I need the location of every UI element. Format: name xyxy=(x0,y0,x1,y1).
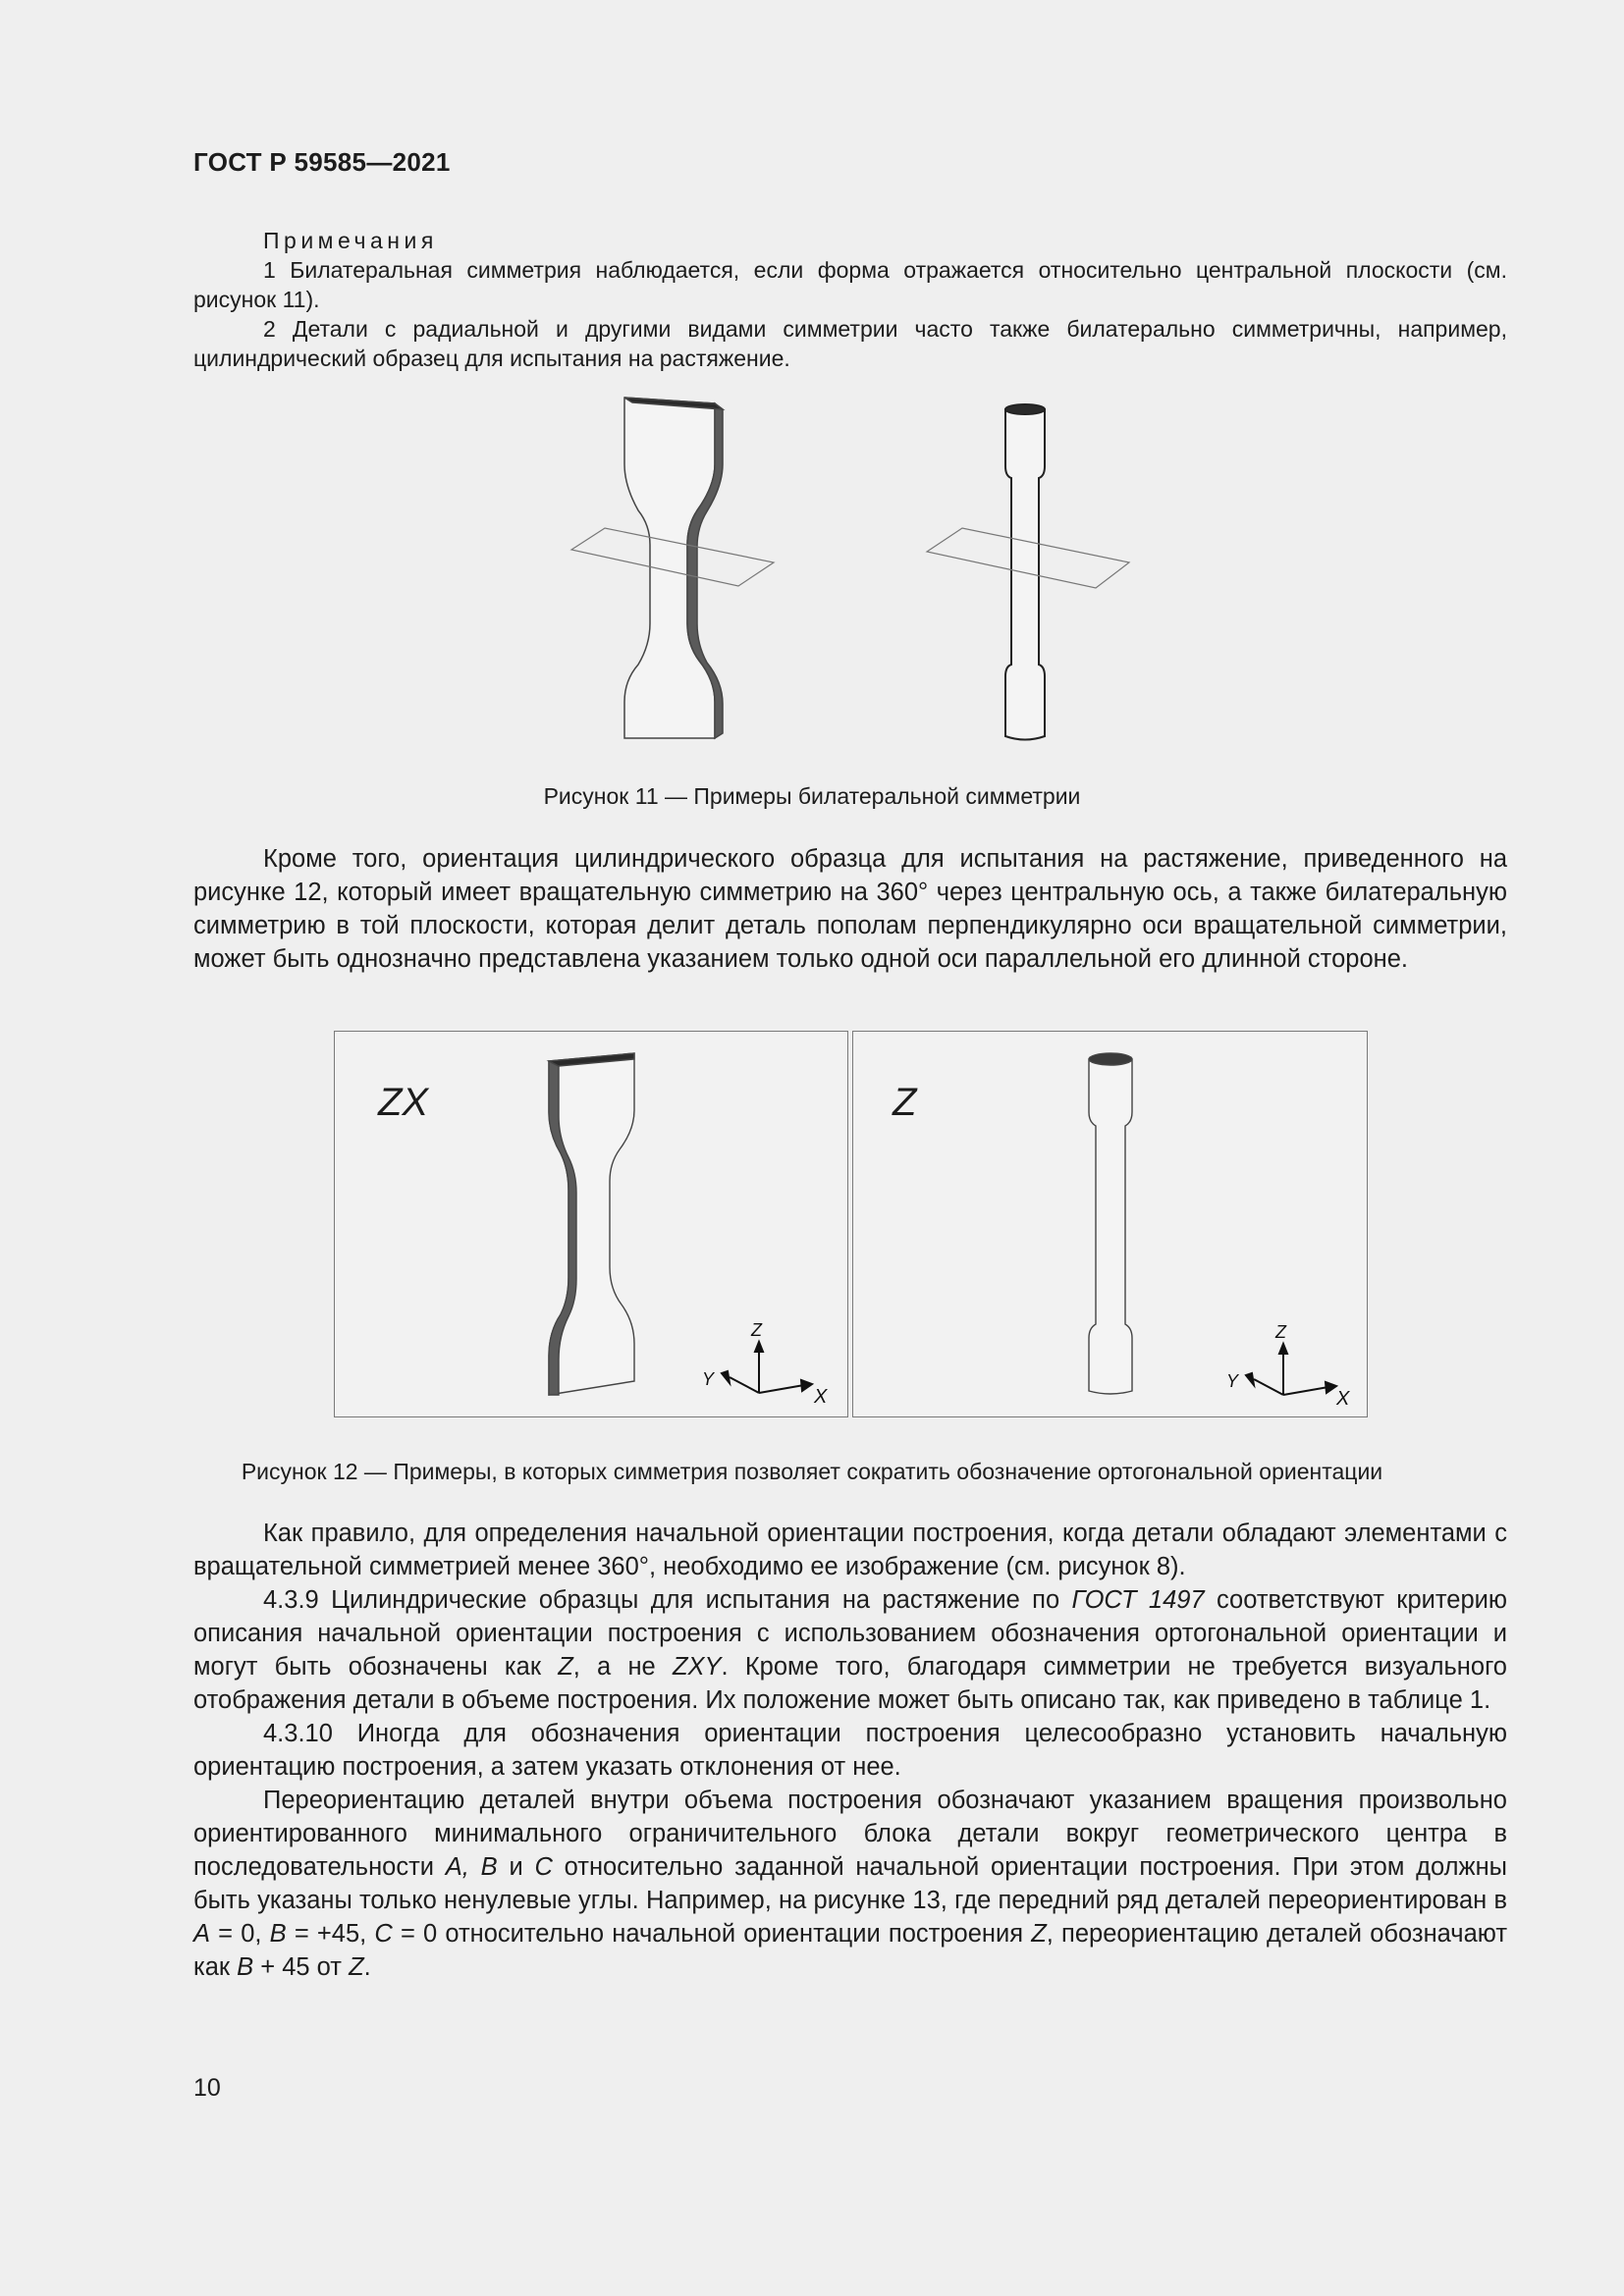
notes-block xyxy=(193,226,1507,373)
axes-triad-right xyxy=(1246,1344,1336,1395)
figure-12-panel-z xyxy=(852,1031,1368,1417)
note-2: 2 Детали с радиальной и другими видами симметрии часто также билатерально симметричны, например, цилиндрический образец для испытания на растяжение. xyxy=(193,316,1507,371)
flat-specimen xyxy=(624,398,723,738)
main-text-block xyxy=(193,1517,1507,1984)
notes-title: Примечания xyxy=(263,228,438,253)
figure-12-caption: Рисунок 12 — Примеры, в которых симметрия позволяет сократить обозначение ортогональной ориентации xyxy=(241,1459,1383,1484)
paragraph-1 xyxy=(193,842,1507,976)
axis-y-label: Y xyxy=(1226,1371,1239,1391)
axis-x-label: X xyxy=(1336,1388,1350,1410)
paragraph-5: Переориентацию деталей внутри объема построения обозначают указанием вращения произвольно ориентированного минимального ограничительного блока детали вокруг геометрического центра в последовательности A, B и C относительно заданной начальной ориентации построения. При этом должны быть указаны только ненулевые углы. Например, на рисунке 13, где передний ряд деталей переориентирован в A = 0, B = +45, C = 0 относительно начальной ориентации построения Z, переориентацию деталей обозначают как B + 45 от Z. xyxy=(193,1787,1507,1981)
orientation-label-zx: ZX xyxy=(378,1081,429,1124)
axes-triad-left xyxy=(722,1342,812,1393)
flat-specimen-drawing xyxy=(335,1032,849,1418)
figure-12-panel-zx xyxy=(334,1031,848,1417)
document-code: ГОСТ Р 59585—2021 xyxy=(193,147,451,177)
figure-11-drawing xyxy=(550,388,1159,751)
note-1: 1 Билатеральная симметрия наблюдается, если форма отражается относительно центральной плоскости (см. рисунок 11). xyxy=(193,257,1507,312)
axis-z-label: Z xyxy=(1275,1322,1286,1342)
page-number: 10 xyxy=(193,2074,221,2102)
cylinder-specimen-drawing xyxy=(853,1032,1369,1418)
standard-reference: ГОСТ 1497 xyxy=(1071,1586,1205,1614)
paragraph-4: 4.3.10 Иногда для обозначения ориентации построения целесообразно установить начальную ориентацию построения, а затем указать отклонения от нее. xyxy=(193,1720,1507,1781)
axis-x-label: X xyxy=(814,1386,828,1408)
axis-z-label: Z xyxy=(751,1320,762,1340)
paragraph-2: Как правило, для определения начальной ориентации построения, когда детали обладают элементами с вращательной симметрией менее 360°, необходимо ее изображение (см. рисунок 8). xyxy=(193,1520,1507,1580)
axis-y-label: Y xyxy=(702,1369,715,1389)
paragraph-1-text: Кроме того, ориентация цилиндрического образца для испытания на растяжение, приведенного на рисунке 12, который имеет вращательную симметрию на 360° через центральную ось, а также билатеральную симметрию в той плоскости, которая делит деталь пополам перпендикулярно оси вращательной симметрии, может быть однозначно представлена указанием только одной оси параллельной его длинной стороне. xyxy=(193,845,1507,973)
paragraph-3: 4.3.9 Цилиндрические образцы для испытания на растяжение по ГОСТ 1497 соответствуют критерию описания начальной ориентации построения с использованием обозначения ортогональной ориентации и могут быть обозначены как Z, а не ZXY. Кроме того, благодаря симметрии не требуется визуального отображения детали в объеме построения. Их положение может быть описано так, как приведено в таблице 1. xyxy=(193,1586,1508,1714)
figure-11-caption: Рисунок 11 — Примеры билатеральной симметрии xyxy=(543,783,1081,809)
cylinder-specimen xyxy=(1005,404,1045,740)
orientation-label-z: Z xyxy=(893,1081,917,1124)
